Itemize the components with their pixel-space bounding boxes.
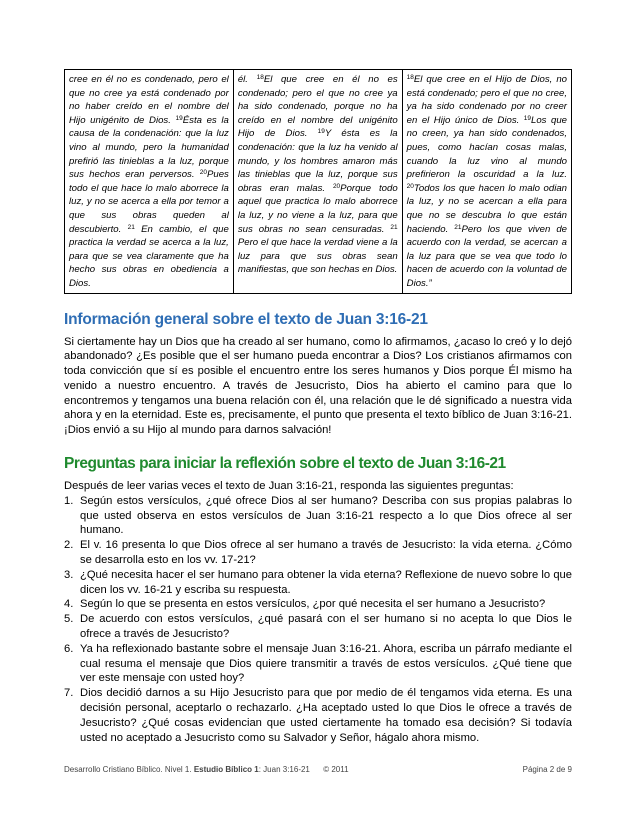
list-item	[64, 686, 572, 745]
col3-text-2: Los que no creen, ya han sido condenados, pues, como hacían cosas malas, cuando la luz vino al mundo prefirieron la oscuridad a la luz.	[406, 114, 567, 181]
list-item	[64, 597, 572, 612]
list-item	[64, 494, 572, 538]
question-text: Dios decidió darnos a su Hijo Jesucristo para que por medio de él tengamos vida eterna. Es una decisión personal, aceptarlo o rechazarlo. ¿Ha aceptado usted lo que Dios le ofrece a través de Jesucristo? ¿Qué cosas evidencian que usted ciertamente ha tomado esa decisión? Si todavía usted no aceptado a Jesucristo como su Salvador y Señor, hágalo ahora mismo.	[80, 687, 572, 744]
question-text: Según estos versículos, ¿qué ofrece Dios al ser humano? Describa con sus propias palabras lo que usted observa en estos versículos de Juan 3:16-21 respecto a lo que Dios ofrece al ser humano.	[80, 494, 572, 537]
col2-text-3: Y ésta es la condenación: que la luz ha venido al mundo, y los hombres amaron más las tinieblas que la luz, porque sus obras eran malas.	[237, 128, 398, 194]
col3-verse-19: 19	[523, 114, 532, 122]
question-number: 4.	[64, 598, 74, 611]
question-number: 6.	[64, 642, 74, 655]
section-general-info-title: Información general sobre el texto de Juan 3:16-21	[64, 310, 428, 328]
version-column-1	[65, 70, 234, 294]
col3-text-4: Pero los que viven de acuerdo con la verdad, se acercan a la luz para que se vea que todo lo hacen de acuerdo con la voluntad de Dios.”	[406, 223, 567, 289]
page-footer	[64, 765, 572, 774]
col1-text-3: Pues todo el que hace lo malo aborrece la luz, y no se acerca a ella por temor a que sus obras queden al descubierto.	[69, 169, 229, 235]
col2-verse-18: 18	[256, 74, 264, 81]
question-text: ¿Qué necesita hacer el ser humano para obtener la vida eterna? Reflexione de nuevo sobre lo que dicen los vv. 16-21 y escriba su respuesta.	[80, 568, 572, 596]
col2-text-5: Pero el que hace la verdad viene a la luz para que sus obras sean manifiestas, que son hechas en Dios.	[237, 237, 398, 276]
footer-course-study: Estudio Bíblico 1	[193, 765, 259, 774]
question-number: 7.	[64, 687, 74, 700]
section-questions-title: Preguntas para iniciar la reflexión sobre el texto de Juan 3:16-21	[64, 455, 506, 473]
version-column-3	[402, 70, 571, 294]
footer-course-passage: : Juan 3:16-21	[258, 765, 310, 774]
col3-verse-20: 20	[406, 182, 414, 190]
question-text: Según lo que se presenta en estos versículos, ¿por qué necesita el ser humano a Jesucristo?	[80, 598, 546, 611]
col3-verse-21: 21	[454, 223, 462, 231]
col3-text-1: El que cree en el Hijo de Dios, no está condenado; pero el que no cree, ya ha sido condenado por no creer en el Hijo único de Dios.	[406, 74, 567, 126]
footer-page-number: Página 2 de 9	[522, 765, 572, 774]
page-content	[64, 69, 572, 745]
question-number: 5.	[64, 613, 74, 626]
col1-verse-21: 21	[127, 223, 135, 231]
list-item	[64, 538, 572, 568]
question-text: De acuerdo con estos versículos, ¿qué pasará con el ser humano si no acepta lo que Dios le ofrece a través de Jesucristo?	[80, 613, 572, 641]
section-questions-intro: Después de leer varias veces el texto de Juan 3:16-21, responda las siguientes preguntas:	[64, 480, 514, 493]
bible-versions-table	[64, 69, 572, 294]
col3-text-3: Todos los que hacen lo malo odian la luz, y no se acercan a ella para que no se descubra lo que están haciendo.	[406, 182, 567, 235]
question-text: Ya ha reflexionado bastante sobre el mensaje Juan 3:16-21. Ahora, escriba un párrafo mediante el cual resuma el mensaje que Dios quiere transmitir a través de estos versículos. ¿Qué tiene que ver este mensaje con usted hoy?	[80, 642, 572, 685]
col1-text-2: Ésta es la causa de la condenación: que la luz vino al mundo, pero la humanidad prefirió las tinieblas a la luz, porque sus hechos eran perversos.	[69, 114, 229, 181]
col1-text-4: En cambio, el que practica la verdad se acerca a la luz, para que se vea claramente que ha hecho sus obras en obediencia a Dios.	[69, 223, 229, 289]
version-column-2	[233, 70, 402, 294]
section-general-info-body: Si ciertamente hay un Dios que ha creado al ser humano, como lo afirmamos, ¿acaso lo creó y lo dejó abandonado? ¿Es posible que el ser humano pueda encontrar a Dios? Los cristianos afirmamos con toda convicción que sí es posible el encuentro entre los seres humanos y Dios porque Él mismo ha venido a nuestro encuentro. A través de Jesucristo, Dios ha abierto el camino para que lo encontremos y tengamos una buena relación con él, una relación que le dé significado a nuestra vida ahora y en la eternidad. Este es, precisamente, el punto que presenta el texto bíblico de Juan 3:16-21. ¡Dios envió a su Hijo al mundo para darnos salvación!	[64, 335, 572, 437]
col2-text-4: Porque todo aquel que practica lo malo aborrece la luz, y no viene a la luz, para que sus obras no sean censuradas.	[237, 182, 398, 235]
question-number: 2.	[64, 539, 74, 552]
col2-verse-20: 20	[332, 182, 341, 190]
col3-verse-18: 18	[406, 74, 414, 81]
col2-text-1: él.	[237, 74, 248, 85]
footer-course-prefix: Desarrollo Cristiano Bíblico. Nivel 1.	[64, 765, 194, 774]
col2-text-2: El que cree en él no es condenado; pero el que no cree ya ha sido condenado, porque no ha creído en el nombre del unigénito Hijo de Dios.	[237, 74, 398, 140]
list-item	[64, 642, 572, 686]
col1-text-1: cree en él no es condenado, pero el que no cree ya está condenado por no haber creído en el nombre del Hijo unigénito de Dios.	[69, 74, 229, 126]
col2-verse-19: 19	[317, 128, 325, 136]
question-number: 3.	[64, 568, 74, 581]
list-item	[64, 612, 572, 642]
footer-course	[64, 765, 310, 774]
col1-verse-20: 20	[199, 169, 207, 177]
question-number: 1.	[64, 494, 74, 507]
col2-verse-21: 21	[390, 223, 398, 231]
list-item	[64, 568, 572, 598]
question-text: El v. 16 presenta lo que Dios ofrece al ser humano a través de Jesucristo: la vida eterna. ¿Cómo se desarrolla esto en los vv. 17-21?	[80, 539, 572, 567]
col1-verse-19: 19	[175, 114, 183, 122]
questions-list	[64, 494, 572, 746]
footer-copyright: © 2011	[323, 765, 349, 774]
